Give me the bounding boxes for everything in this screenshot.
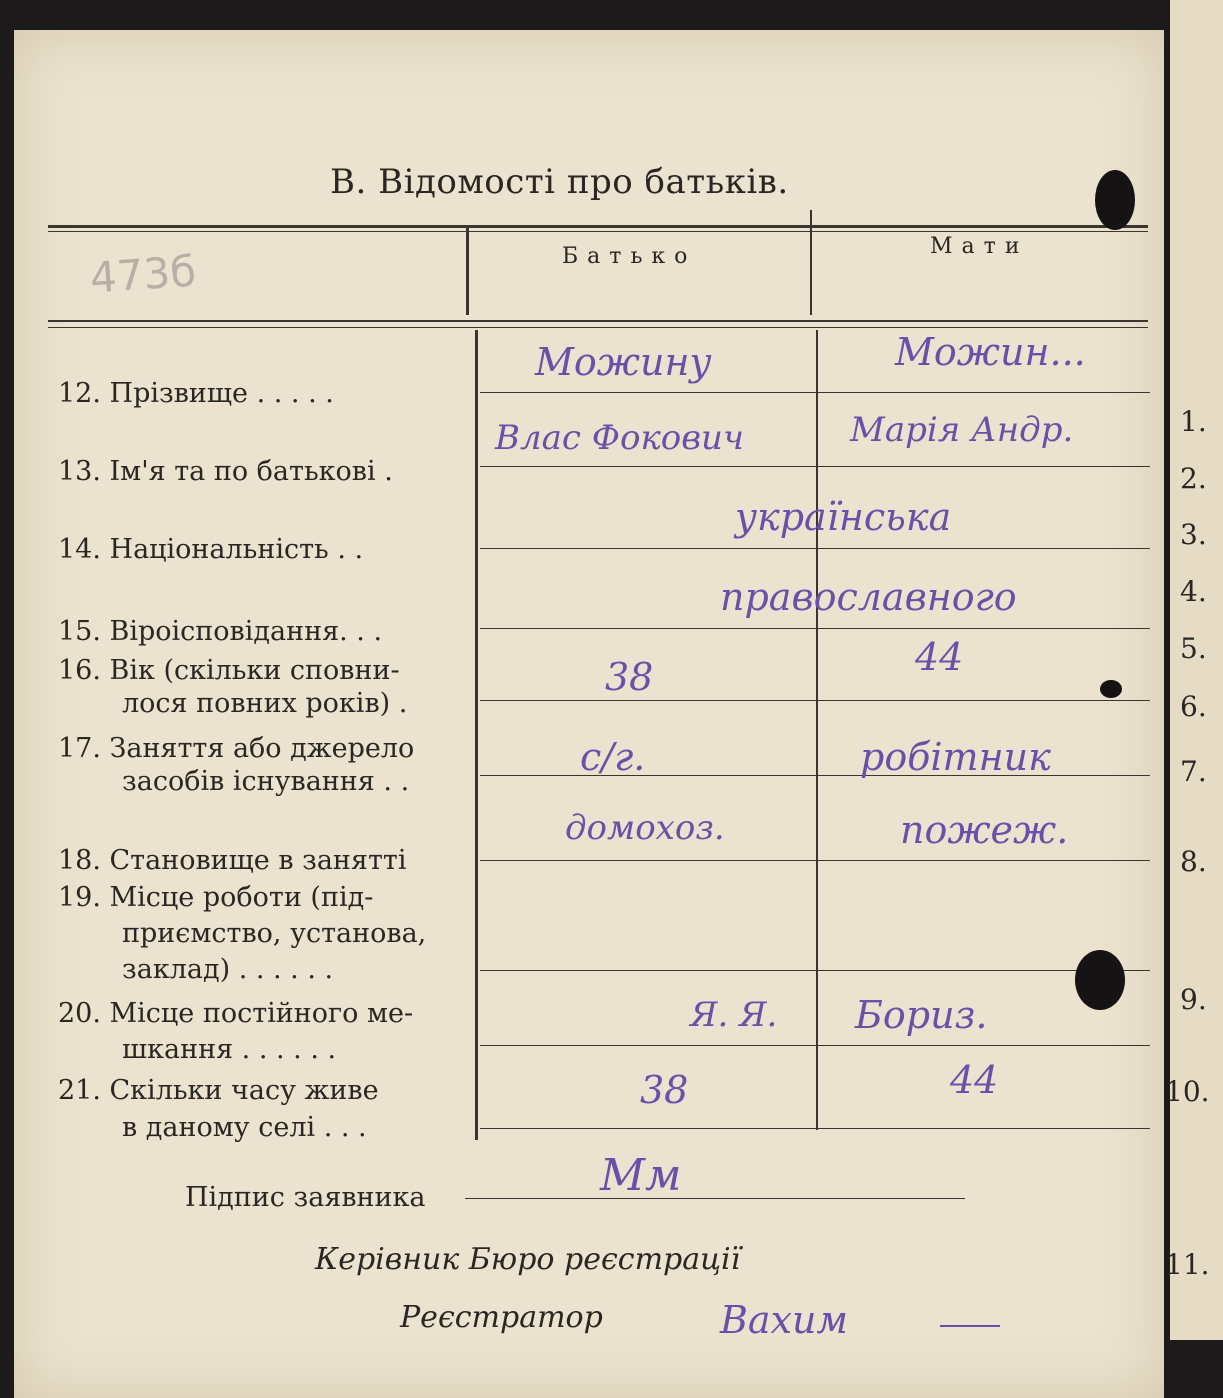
side-number: 3.	[1180, 518, 1207, 551]
mother-residence: Бориз.	[855, 993, 988, 1037]
col-line-1	[475, 330, 478, 1140]
father-years: 38	[640, 1068, 689, 1112]
paper-hole	[1075, 950, 1125, 1010]
rule-header-bottom-thin	[48, 327, 1148, 328]
bureau-head-label: Керівник Бюро реєстрації	[315, 1242, 741, 1277]
row-label-16-b: лося повних років) .	[122, 688, 408, 719]
side-number: 9.	[1180, 983, 1207, 1016]
mother-name: Марія Андр.	[850, 410, 1074, 450]
row-label-17-b: засобів існування . .	[122, 766, 410, 797]
mother-age: 44	[915, 635, 964, 679]
row-label-13: 13. Ім'я та по батькові .	[58, 456, 393, 487]
mother-nationality: українська	[735, 495, 952, 539]
side-number: 6.	[1180, 690, 1207, 723]
row-label-16-a: 16. Вік (скільки сповни-	[58, 655, 400, 686]
paper-hole	[1095, 170, 1135, 230]
side-number: 1.	[1180, 405, 1207, 438]
row-label-17-a: 17. Заняття або джерело	[58, 733, 415, 764]
rule-top-thin	[48, 231, 1148, 232]
registrar-label: Реєстратор	[400, 1300, 603, 1335]
mother-position: пожеж.	[900, 808, 1069, 852]
row-label-14: 14. Національність . .	[58, 534, 364, 565]
side-number: 5.	[1180, 632, 1207, 665]
registrar-stroke	[940, 1325, 1000, 1327]
father-age: 38	[605, 655, 654, 699]
col-header-father: Батько	[562, 244, 697, 269]
row-label-12: 12. Прізвище . . . . .	[58, 378, 334, 409]
row-sep	[480, 700, 1150, 701]
row-label-19-c: заклад) . . . . . .	[122, 954, 334, 985]
father-position: домохоз.	[565, 808, 725, 848]
mother-years: 44	[950, 1058, 999, 1102]
rule-top	[48, 225, 1148, 228]
row-sep	[480, 1045, 1150, 1046]
row-label-20-b: шкання . . . . . .	[122, 1034, 337, 1065]
col-line-2	[816, 330, 818, 1130]
rule-header-bottom	[48, 320, 1148, 322]
row-sep	[480, 860, 1150, 861]
side-number: 4.	[1180, 575, 1207, 608]
paper-hole	[1100, 680, 1122, 698]
row-sep	[480, 548, 1150, 549]
row-label-19-b: приємство, установа,	[122, 918, 427, 949]
col-line-1-head	[466, 225, 469, 315]
row-label-20-a: 20. Місце постійного ме-	[58, 998, 414, 1029]
mother-surname: Можин...	[895, 330, 1086, 374]
row-sep	[480, 970, 1150, 971]
mother-occupation: робітник	[860, 735, 1051, 779]
row-label-15: 15. Віроісповідання. . .	[58, 616, 383, 647]
father-surname: Можину	[535, 340, 712, 384]
signature-value: Мм	[600, 1150, 682, 1201]
section-title: В. Відомості про батьків.	[330, 162, 789, 202]
side-number: 2.	[1180, 462, 1207, 495]
col-header-mother: Мати	[930, 234, 1029, 259]
row-sep	[480, 392, 1150, 393]
father-occupation: с/г.	[580, 735, 646, 779]
row-label-18: 18. Становище в занятті	[58, 845, 407, 876]
row-label-19-a: 19. Місце роботи (під-	[58, 882, 374, 913]
signature-line	[465, 1198, 965, 1199]
registrar-signature: Вахим	[720, 1298, 848, 1342]
signature-label: Підпис заявника	[185, 1182, 426, 1213]
next-page-edge	[1170, 0, 1223, 1340]
side-number: 11.	[1165, 1248, 1210, 1281]
father-residence: Я. Я.	[690, 995, 778, 1035]
side-number: 7.	[1180, 755, 1207, 788]
father-name: Влас Фокович	[495, 418, 745, 458]
row-label-21-a: 21. Скільки часу живе	[58, 1075, 379, 1106]
col-line-2-head	[810, 210, 812, 315]
side-number: 10.	[1165, 1075, 1210, 1108]
row-sep	[480, 628, 1150, 629]
pencil-note: 473б	[88, 246, 198, 303]
mother-religion: православного	[720, 575, 1017, 619]
side-number: 8.	[1180, 845, 1207, 878]
row-sep	[480, 466, 1150, 467]
row-sep	[480, 1128, 1150, 1129]
row-label-21-b: в даному селі . . .	[122, 1112, 367, 1143]
